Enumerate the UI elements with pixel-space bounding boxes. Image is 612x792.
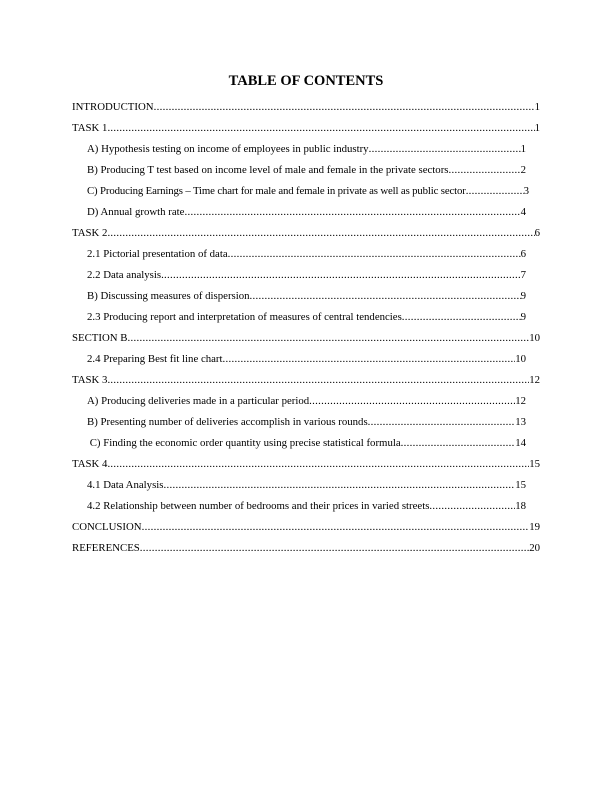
toc-entry-text: A) Producing deliveries made in a particular period (87, 395, 310, 407)
toc-entry[interactable] (72, 225, 540, 241)
toc-entry[interactable] (87, 183, 529, 199)
toc-entry-page: 2 (520, 164, 526, 176)
toc-entry[interactable] (87, 435, 526, 451)
dot-leader (107, 225, 534, 241)
toc-entry-text: B) Presenting number of deliveries accomplish in various rounds (87, 416, 368, 428)
toc-entry[interactable] (87, 204, 526, 220)
toc-entry-text: B) Discussing measures of dispersion (87, 290, 250, 302)
toc-entry-text: SECTION B (72, 332, 128, 344)
dot-leader (128, 330, 530, 346)
toc-entry-text: 4.2 Relationship between number of bedrooms and their prices in varied streets (87, 500, 430, 512)
toc-entry-page: 3 (523, 185, 529, 197)
toc-entry-page: 1 (534, 122, 540, 134)
toc-entry-text: 2.3 Producing report and interpretation of measures of central tendencies (87, 311, 402, 323)
toc-entry-text: D) Annual growth rate (87, 206, 185, 218)
toc-entry-text: TASK 4 (72, 458, 108, 470)
toc-entry-page: 13 (515, 416, 526, 428)
dot-leader (223, 351, 516, 367)
dot-leader (429, 498, 515, 514)
toc-entry-text: A) Hypothesis testing on income of employees in public industry (87, 143, 369, 155)
toc-entry-text: CONCLUSION (72, 521, 142, 533)
dot-leader (140, 540, 529, 556)
toc-entry-page: 15 (529, 458, 540, 470)
toc-entry-page: 6 (534, 227, 540, 239)
dot-leader (449, 162, 521, 178)
toc-entry[interactable] (72, 330, 540, 346)
toc-entry[interactable] (87, 414, 526, 430)
dot-leader (368, 414, 516, 430)
toc-entry-text: 2.4 Preparing Best fit line chart (87, 353, 223, 365)
toc-entry-page: 12 (529, 374, 540, 386)
toc-entry[interactable] (87, 309, 526, 325)
toc-entry[interactable] (87, 498, 526, 514)
toc-entry[interactable] (87, 393, 526, 409)
toc-entry-text: TASK 1 (72, 122, 108, 134)
toc-entry[interactable] (87, 351, 526, 367)
toc-entry-text: B) Producing T test based on income level of male and female in the private sectors (87, 164, 449, 176)
dot-leader (107, 456, 529, 472)
toc-entry-page: 10 (529, 332, 540, 344)
dot-leader (369, 141, 521, 157)
toc-entry-text: TASK 3 (72, 374, 108, 386)
toc-entry[interactable] (87, 162, 526, 178)
toc-title: TABLE OF CONTENTS (228, 73, 384, 89)
dot-leader (228, 246, 521, 262)
toc-entry[interactable] (87, 288, 526, 304)
toc-entry[interactable] (87, 267, 526, 283)
toc-entry-text: INTRODUCTION (72, 101, 154, 113)
toc-entry-page: 9 (520, 290, 526, 302)
dot-leader (163, 477, 515, 493)
toc-entry-page: 1 (520, 143, 526, 155)
toc-entry[interactable] (72, 372, 540, 388)
dot-leader (107, 372, 529, 388)
toc-entry[interactable] (72, 456, 540, 472)
toc-entry-page: 12 (515, 395, 526, 407)
toc-entry[interactable] (72, 519, 540, 535)
toc-entry[interactable] (87, 141, 526, 157)
toc-entry-text: 4.1 Data Analysis (87, 479, 164, 491)
dot-leader (250, 288, 521, 304)
dot-leader (107, 120, 534, 136)
toc-entry-page: 1 (534, 101, 540, 113)
toc-entry[interactable] (72, 540, 540, 556)
toc-entry-page: 19 (529, 521, 540, 533)
toc-entry[interactable] (87, 477, 526, 493)
toc-entry-page: 14 (515, 437, 526, 449)
toc-entry[interactable] (87, 246, 526, 262)
dot-leader (142, 519, 530, 535)
dot-leader (154, 99, 535, 115)
toc-entry-text: 2.2 Data analysis (87, 269, 162, 281)
dot-leader (402, 309, 521, 325)
toc-entry-page: 15 (515, 479, 526, 491)
toc-entry[interactable] (72, 99, 540, 115)
toc-entry-page: 9 (520, 311, 526, 323)
dot-leader (466, 183, 524, 199)
dot-leader (309, 393, 515, 409)
toc-entry-text: C) Producing Earnings – Time chart for male and female in private as well as public sector (87, 185, 466, 197)
dot-leader (401, 435, 516, 451)
toc-entry-text: REFERENCES (72, 542, 140, 554)
dot-leader (184, 204, 520, 220)
toc-entry-text: 2.1 Pictorial presentation of data (87, 248, 228, 260)
toc-entry-text: C) Finding the economic order quantity using precise statistical formula (87, 437, 401, 449)
toc-entry-page: 10 (515, 353, 526, 365)
toc-entry[interactable] (72, 120, 540, 136)
toc-entry-page: 20 (529, 542, 540, 554)
dot-leader (161, 267, 521, 283)
toc-entry-page: 18 (515, 500, 526, 512)
toc-entry-page: 6 (520, 248, 526, 260)
toc-entry-page: 7 (520, 269, 526, 281)
toc-entry-text: TASK 2 (72, 227, 108, 239)
toc-entry-page: 4 (520, 206, 526, 218)
